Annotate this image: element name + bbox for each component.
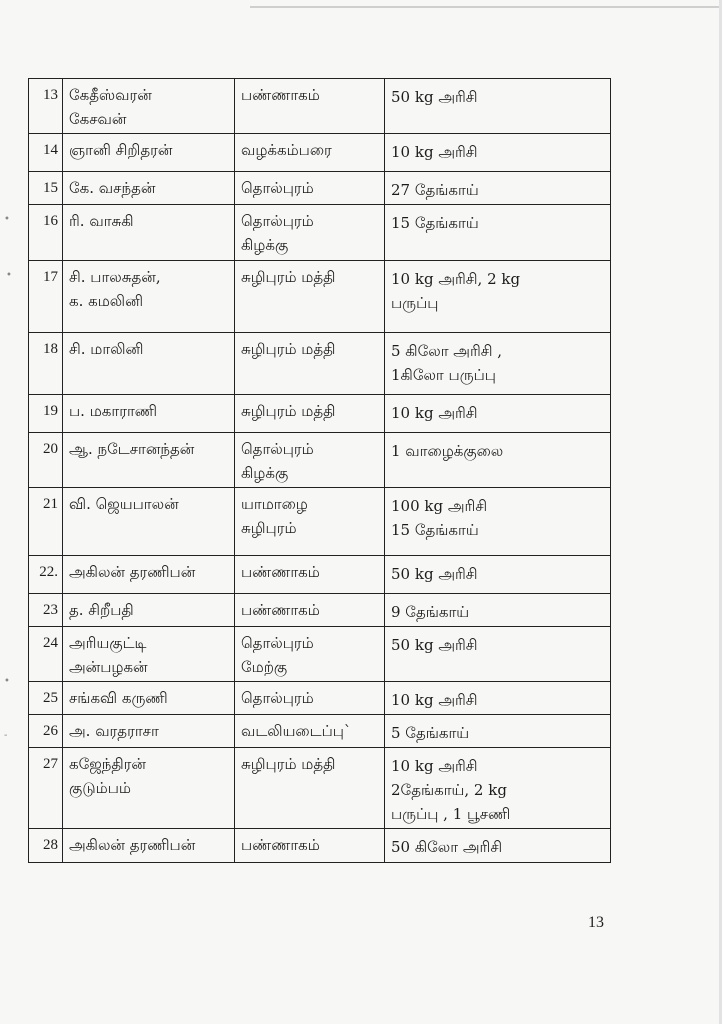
donor-name-cell [63,205,235,261]
donation-item-cell [385,682,611,715]
donor-name-line: த. சிறீபதி [69,601,134,619]
donor-name-line: வி. ஜெயபாலன் [69,495,179,513]
place-line: தொல்புரம் [241,212,314,230]
donation-item-line: 50 kg அரிசி [391,636,478,654]
table-row [29,594,611,627]
place-line: சுழிபுரம் மத்தி [241,755,336,773]
place-cell [235,829,385,863]
scan-edge-line [250,6,720,8]
place-cell [235,433,385,488]
donor-name-line: அ. வரதராசா [69,722,159,740]
place-line: பண்ணாகம் [241,563,320,581]
donation-item-line: 10 kg அரிசி [391,691,478,709]
place-line: யாமாழை [241,495,308,513]
place-cell [235,333,385,395]
donor-name-line: அன்பழகன் [69,658,148,676]
donor-name-cell [63,829,235,863]
donation-item-cell [385,488,611,556]
table-row [29,205,611,261]
donation-item-cell [385,594,611,627]
donor-name-line: கேசவன் [69,110,127,128]
table-row [29,333,611,395]
donation-item-line: 10 kg அரிசி [391,404,478,422]
row-number: 20 [29,433,63,488]
row-number: 25 [29,682,63,715]
donation-item-line: 1கிலோ பருப்பு [391,366,496,384]
place-cell [235,682,385,715]
donation-item-cell [385,134,611,172]
row-number: 22. [29,556,63,594]
scan-speck: • [4,676,10,687]
donation-table-body [29,79,611,863]
place-line: தொல்புரம் [241,634,314,652]
donor-name-cell [63,433,235,488]
table-row [29,715,611,748]
donor-name-line: ரி. வாசுகி [69,212,134,230]
place-line: வழக்கம்பரை [241,141,332,159]
donor-name-line: க. கமலினி [69,292,144,310]
row-number: 13 [29,79,63,134]
row-number: 16 [29,205,63,261]
scan-speck: - [4,730,8,741]
donation-item-cell [385,395,611,433]
donor-name-cell [63,682,235,715]
row-number: 19 [29,395,63,433]
donation-item-line: 15 தேங்காய் [391,214,479,232]
donor-name-cell [63,261,235,333]
place-cell [235,488,385,556]
place-line: மேற்கு [241,658,288,676]
donor-name-line: குடும்பம் [69,779,131,797]
place-cell [235,715,385,748]
donation-item-line: 1 வாழைக்குலை [391,442,504,460]
row-number: 24 [29,627,63,682]
donation-item-line: பருப்பு , 1 பூசணி [391,805,511,823]
donor-name-line: ஞானி சிறிதரன் [69,141,173,159]
donation-item-line: 10 kg அரிசி [391,143,478,161]
donation-item-cell [385,715,611,748]
table-row [29,433,611,488]
donation-item-line: 9 தேங்காய் [391,603,470,621]
row-number: 28 [29,829,63,863]
donation-item-cell [385,748,611,829]
donor-name-cell [63,333,235,395]
donation-item-line: 5 தேங்காய் [391,724,470,742]
donation-item-line: 2தேங்காய், 2 kg [391,781,507,799]
place-cell [235,556,385,594]
donation-item-line: 27 தேங்காய் [391,181,479,199]
place-line: கிழக்கு [241,236,289,254]
donation-item-cell [385,261,611,333]
table-row [29,748,611,829]
place-line: தொல்புரம் [241,440,314,458]
donor-name-cell [63,395,235,433]
place-line: கிழக்கு [241,464,289,482]
table-row [29,172,611,205]
place-cell [235,79,385,134]
donation-item-line: 5 கிலோ அரிசி , [391,342,503,360]
donation-item-line: 50 கிலோ அரிசி [391,838,503,856]
table-row [29,556,611,594]
place-line: சுழிபுரம் மத்தி [241,402,336,420]
place-line: வடலியடைப்பு` [241,722,352,740]
donor-name-line: சி. பாலசுதன், [69,268,161,286]
donor-name-line: அரியகுட்டி [69,634,147,652]
table-row [29,134,611,172]
donor-name-line: அகிலன் தரணிபன் [69,836,196,854]
scan-speck: • [6,270,12,281]
row-number: 18 [29,333,63,395]
place-cell [235,594,385,627]
row-number: 14 [29,134,63,172]
donation-item-cell [385,79,611,134]
place-cell [235,134,385,172]
table-row [29,829,611,863]
table-row [29,627,611,682]
donor-name-cell [63,134,235,172]
row-number: 17 [29,261,63,333]
donor-name-cell [63,594,235,627]
place-line: சுழிபுரம் மத்தி [241,268,336,286]
place-cell [235,261,385,333]
donor-name-cell [63,748,235,829]
donor-name-line: ஆ. நடேசானந்தன் [69,440,195,458]
donation-item-line: 50 kg அரிசி [391,88,478,106]
table-row [29,488,611,556]
donation-item-cell [385,205,611,261]
table-row [29,261,611,333]
donor-name-cell [63,627,235,682]
row-number: 27 [29,748,63,829]
place-cell [235,172,385,205]
donation-item-line: 10 kg அரிசி, 2 kg [391,270,521,288]
donor-name-cell [63,488,235,556]
donation-item-cell [385,829,611,863]
row-number: 21 [29,488,63,556]
donor-name-cell [63,79,235,134]
donation-item-line: 50 kg அரிசி [391,565,478,583]
place-line: பண்ணாகம் [241,836,320,854]
table-row [29,395,611,433]
donation-item-line: 10 kg அரிசி [391,757,478,775]
place-line: சுழிபுரம் [241,519,297,537]
place-line: பண்ணாகம் [241,86,320,104]
donation-item-line: 100 kg அரிசி [391,497,488,515]
donation-item-cell [385,627,611,682]
donation-table [28,78,611,863]
place-cell [235,395,385,433]
donor-name-line: அகிலன் தரணிபன் [69,563,196,581]
donation-item-cell [385,172,611,205]
place-line: சுழிபுரம் மத்தி [241,340,336,358]
donor-name-line: சங்கவி கருணி [69,689,168,707]
row-number: 23 [29,594,63,627]
donor-name-line: சி. மாலினி [69,340,144,358]
row-number: 15 [29,172,63,205]
donor-name-cell [63,715,235,748]
place-line: தொல்புரம் [241,179,314,197]
scan-speck: • [4,214,10,225]
table-row [29,79,611,134]
place-cell [235,748,385,829]
place-line: பண்ணாகம் [241,601,320,619]
donor-name-cell [63,556,235,594]
donor-name-line: ப. மகாராணி [69,402,158,420]
donor-name-line: கஜேந்திரன் [69,755,146,773]
donation-item-cell [385,433,611,488]
donor-name-line: கேதீஸ்வரன் [69,86,152,104]
table-row [29,682,611,715]
place-line: தொல்புரம் [241,689,314,707]
donor-name-cell [63,172,235,205]
row-number: 26 [29,715,63,748]
place-cell [235,627,385,682]
donation-item-cell [385,556,611,594]
donation-item-line: பருப்பு [391,294,439,312]
donor-name-line: கே. வசந்தன் [69,179,156,197]
donation-item-line: 15 தேங்காய் [391,521,479,539]
place-cell [235,205,385,261]
page-number: 13 [588,914,604,931]
donation-item-cell [385,333,611,395]
